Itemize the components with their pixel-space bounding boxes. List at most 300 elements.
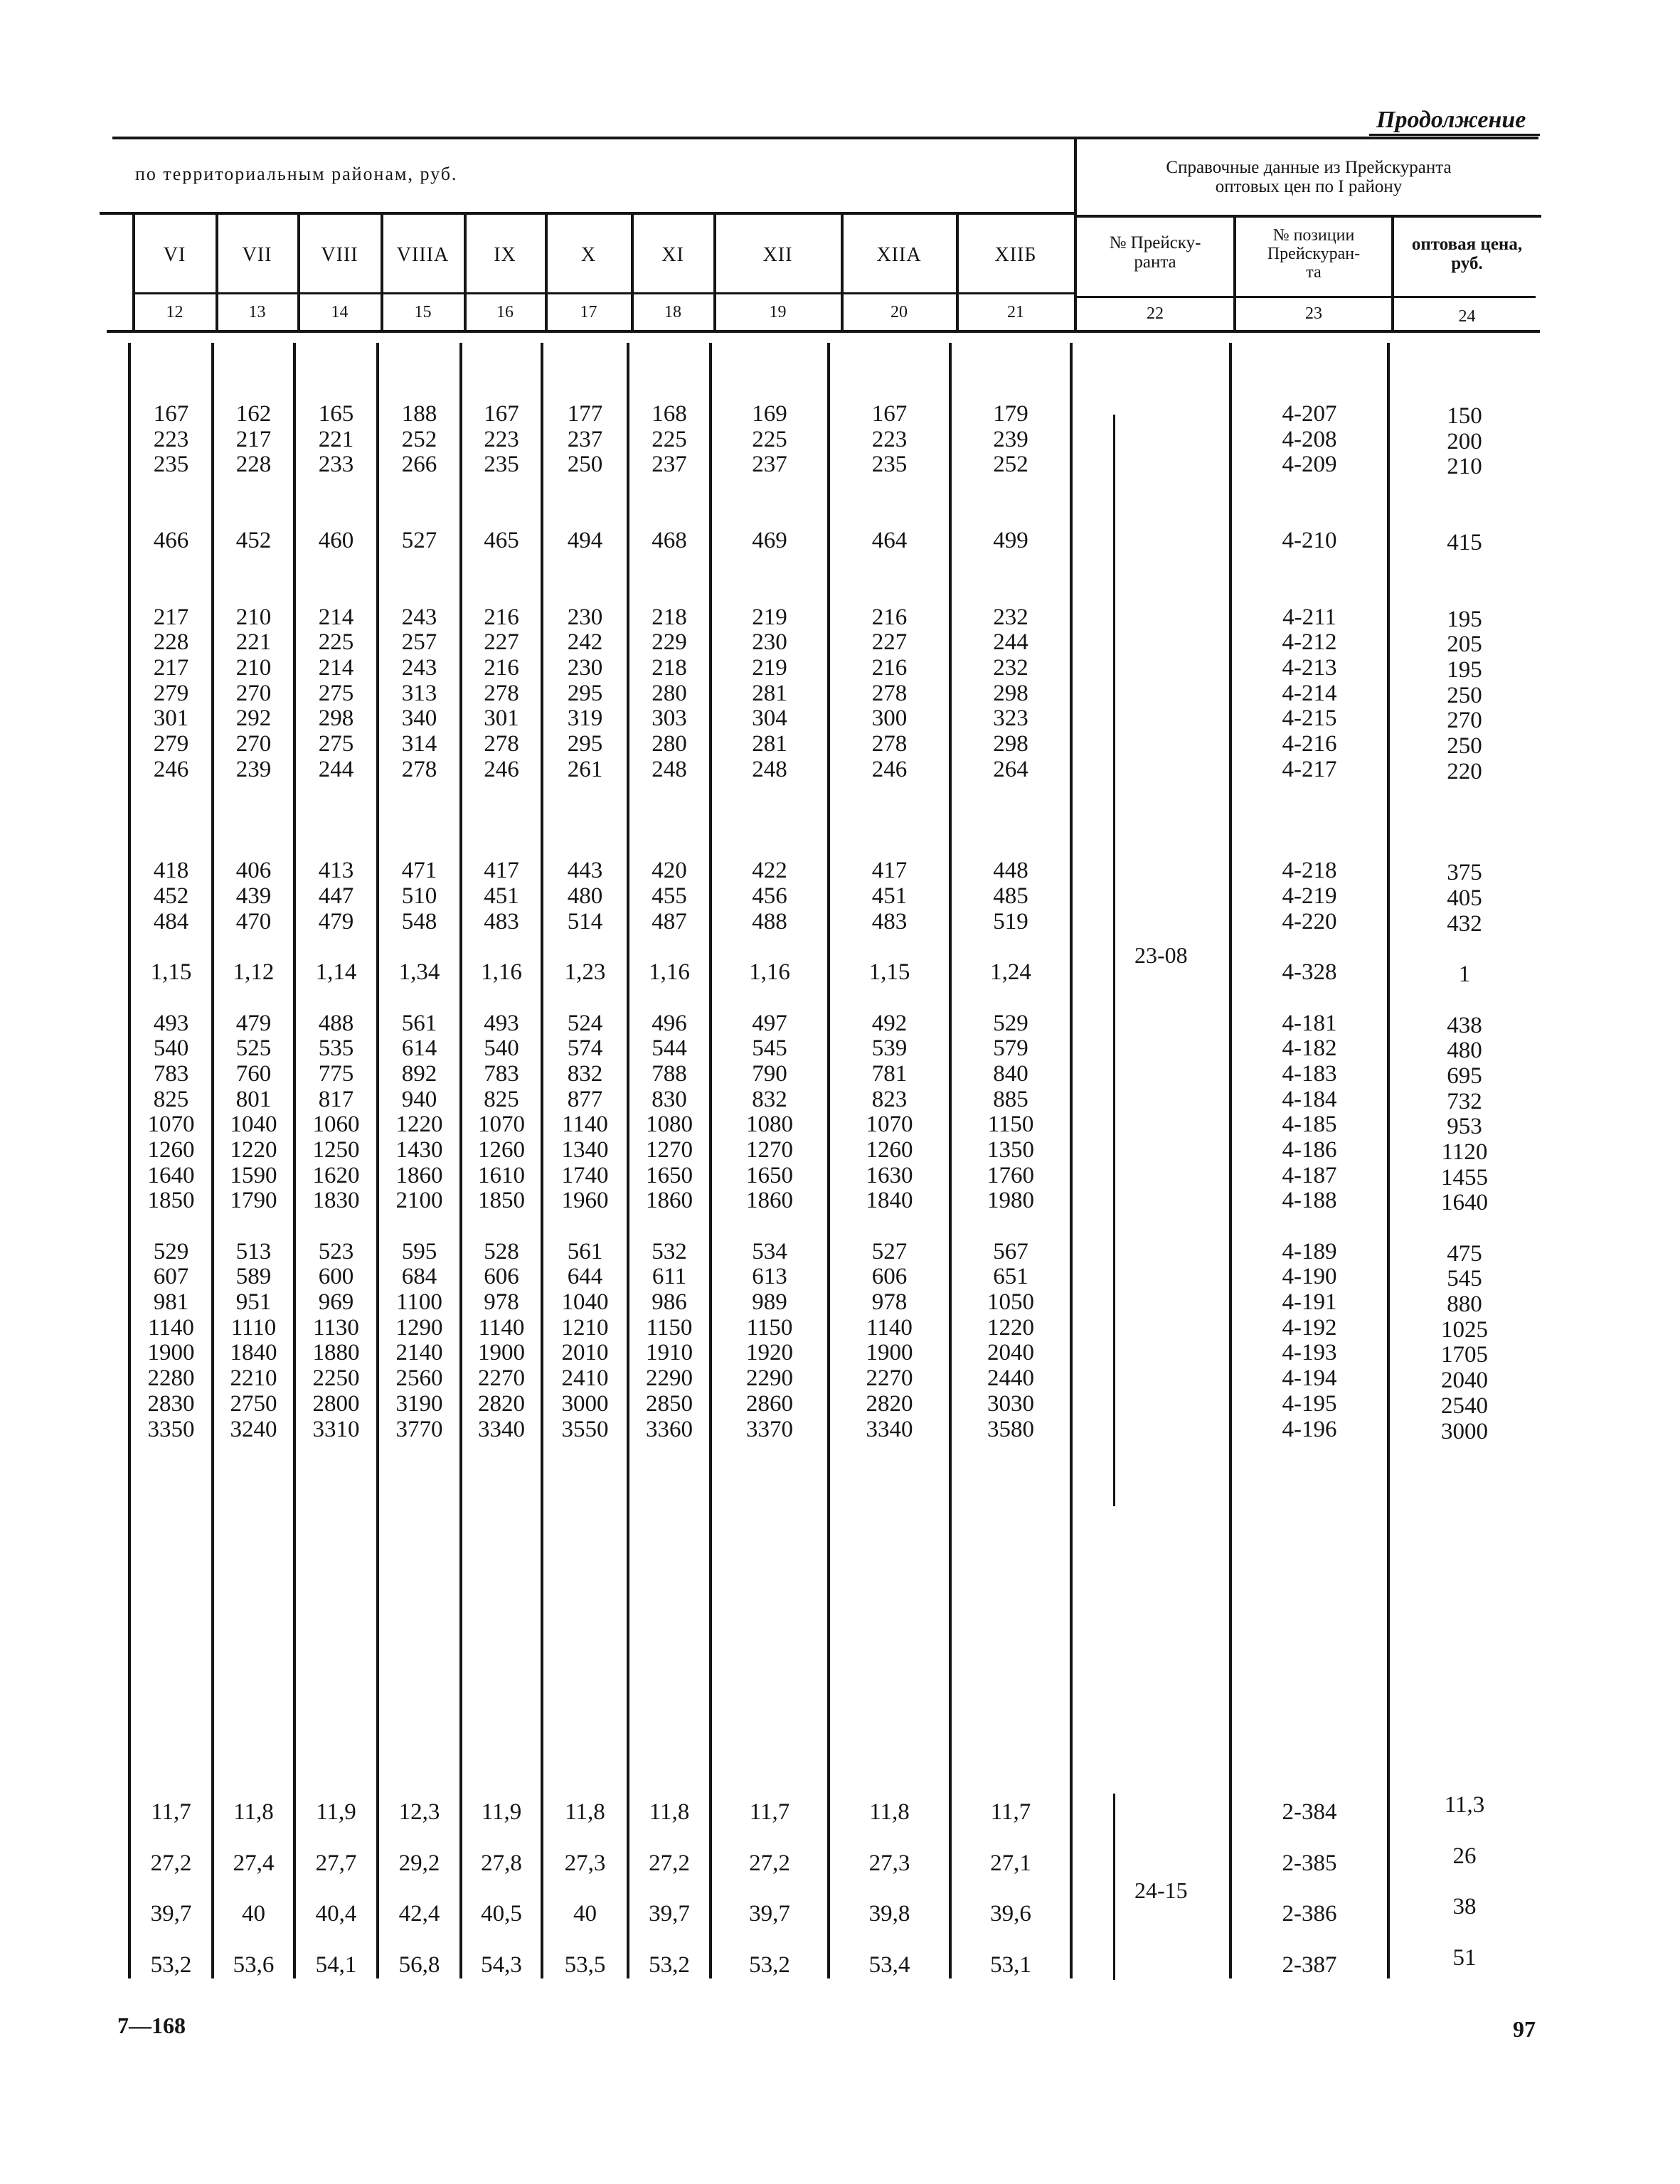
price-cell: 1640 — [147, 1162, 195, 1188]
header-districts: по территориальным районам, руб. — [135, 164, 458, 184]
bottom-price-cell: 54,1 — [315, 1951, 357, 1978]
price-cell — [543, 554, 627, 580]
wholesale-cell: 2040 — [1441, 1368, 1488, 1394]
price-cell: 1960 — [561, 1188, 609, 1214]
price-cell: 218 — [652, 604, 687, 630]
colnum-rule — [107, 330, 1540, 333]
position-cell: 4-195 — [1282, 1390, 1337, 1417]
price-cell: 1080 — [646, 1112, 693, 1138]
price-cell: 2010 — [561, 1340, 609, 1366]
position-cell — [1232, 808, 1387, 833]
bottom-price-cell: 53,5 — [564, 1951, 606, 1978]
price-cell: 270 — [235, 730, 272, 757]
price-cell: 1900 — [866, 1340, 913, 1366]
price-cell — [830, 478, 949, 504]
price-cell — [830, 580, 949, 605]
price-cell: 524 — [567, 1010, 603, 1036]
price-cell: 217 — [153, 654, 189, 681]
position-cell: 4-217 — [1282, 756, 1337, 782]
position-cell: 4-181 — [1282, 1010, 1337, 1036]
price-cell: 1110 — [230, 1314, 277, 1341]
price-cell — [712, 986, 827, 1011]
price-cell: 278 — [484, 730, 519, 757]
price-cell — [629, 504, 709, 529]
price-cell: 456 — [752, 883, 787, 910]
price-cell — [214, 580, 293, 605]
price-cell — [462, 504, 541, 529]
price-cell — [296, 1214, 376, 1240]
position-cell: 4-185 — [1282, 1112, 1337, 1138]
wholesale-cell: 732 — [1447, 1088, 1482, 1114]
wholesale-cell: 375 — [1447, 860, 1482, 886]
price-column-xi — [629, 402, 709, 1442]
price-cell: 1340 — [561, 1136, 609, 1163]
price-column-vi — [131, 402, 211, 1442]
position-cell: 4-191 — [1282, 1289, 1337, 1316]
price-cell — [629, 934, 709, 960]
price-cell — [952, 808, 1070, 833]
wholesale-cell: 545 — [1447, 1266, 1482, 1292]
price-cell: 1140 — [478, 1314, 525, 1341]
price-cell: 2860 — [746, 1390, 793, 1417]
colnum-16: 16 — [496, 303, 514, 321]
price-cell: 223 — [484, 426, 519, 452]
wholesale-cell: 480 — [1447, 1038, 1482, 1064]
price-cell — [462, 808, 541, 833]
price-cell: 513 — [235, 1238, 272, 1264]
bottom-price-cell: 39,7 — [749, 1901, 790, 1927]
colnum-18: 18 — [664, 303, 681, 321]
header-rule-left — [100, 212, 1074, 215]
price-cell — [296, 808, 376, 833]
price-cell: 252 — [401, 426, 437, 452]
wholesale-cell: 1640 — [1441, 1190, 1488, 1216]
price-cell — [543, 986, 627, 1011]
bottom-price-cell: 27,2 — [749, 1850, 790, 1876]
price-cell — [952, 504, 1070, 529]
price-cell — [296, 934, 376, 960]
position-cell — [1232, 1214, 1387, 1240]
price-cell: 3550 — [561, 1416, 609, 1442]
price-cell: 1860 — [746, 1188, 793, 1214]
price-cell — [830, 504, 949, 529]
price-cell: 1150 — [987, 1112, 1034, 1138]
price-cell: 540 — [484, 1035, 519, 1062]
price-cell: 2800 — [312, 1390, 360, 1417]
price-cell — [462, 986, 541, 1011]
bottom-price-cell: 39,7 — [150, 1901, 192, 1927]
price-cell — [629, 1214, 709, 1240]
price-cell: 243 — [401, 604, 437, 630]
price-cell: 783 — [484, 1060, 519, 1087]
position-cell: 4-207 — [1282, 401, 1337, 427]
bottom-price-cell: 53,4 — [868, 1951, 910, 1978]
price-cell: 246 — [871, 756, 908, 782]
colnum-21: 21 — [1007, 303, 1024, 321]
bottom-wholesale-column — [1390, 1780, 1539, 1983]
price-cell: 2270 — [866, 1365, 913, 1392]
price-cell: 250 — [567, 452, 603, 478]
price-cell: 519 — [993, 908, 1028, 934]
price-cell: 614 — [401, 1035, 437, 1062]
bottom-price-cell: 11,7 — [749, 1799, 790, 1825]
price-cell: 494 — [567, 528, 603, 554]
wholesale-cell: 250 — [1447, 733, 1482, 759]
continuation-underline — [1369, 134, 1540, 136]
continuation-label: Продолжение — [1376, 107, 1526, 133]
price-cell: 188 — [401, 401, 437, 427]
price-cell: 775 — [318, 1060, 354, 1087]
price-cell: 1910 — [646, 1340, 693, 1366]
price-cell: 1,15 — [150, 959, 192, 986]
price-cell — [462, 1214, 541, 1240]
price-cell: 165 — [318, 401, 354, 427]
price-cell: 216 — [484, 654, 519, 681]
price-cell: 2820 — [478, 1390, 525, 1417]
price-cell: 1760 — [987, 1162, 1034, 1188]
price-cell — [131, 1214, 211, 1240]
wholesale-cell — [1390, 988, 1539, 1013]
bottom-position-column — [1232, 1787, 1387, 1991]
price-cell — [214, 808, 293, 833]
price-cell: 1,23 — [564, 959, 606, 986]
price-cell: 468 — [652, 528, 687, 554]
price-cell: 2410 — [561, 1365, 609, 1392]
price-cell: 278 — [484, 680, 519, 706]
bottom-price-cell: 53,2 — [749, 1951, 790, 1978]
price-cell: 295 — [567, 730, 603, 757]
price-cell: 246 — [484, 756, 519, 782]
price-cell: 3370 — [746, 1416, 793, 1442]
price-cell: 1220 — [230, 1136, 277, 1163]
price-cell: 539 — [871, 1035, 908, 1062]
price-cell — [712, 478, 827, 504]
price-cell: 3240 — [230, 1416, 277, 1442]
price-cell: 651 — [993, 1264, 1028, 1290]
price-cell: 217 — [235, 426, 272, 452]
price-cell: 2250 — [312, 1365, 360, 1392]
price-cell — [830, 934, 949, 960]
price-cell: 292 — [235, 705, 272, 732]
price-cell: 1260 — [866, 1136, 913, 1163]
price-cell — [214, 478, 293, 504]
wholesale-cell: 3000 — [1441, 1418, 1488, 1444]
price-cell: 314 — [401, 730, 437, 757]
price-cell — [131, 504, 211, 529]
price-cell — [462, 833, 541, 859]
price-cell: 452 — [235, 528, 272, 554]
price-cell: 2290 — [746, 1365, 793, 1392]
price-cell: 3340 — [866, 1416, 913, 1442]
price-cell: 223 — [871, 426, 908, 452]
price-cell: 447 — [318, 883, 354, 910]
price-cell: 443 — [567, 858, 603, 884]
price-cell: 514 — [567, 908, 603, 934]
price-cell: 525 — [235, 1035, 272, 1062]
wholesale-cell: 695 — [1447, 1062, 1482, 1089]
price-cell: 275 — [318, 680, 354, 706]
price-cell: 1150 — [746, 1314, 793, 1341]
price-cell: 167 — [484, 401, 519, 427]
price-column-xii — [712, 402, 827, 1442]
colnum-17: 17 — [580, 303, 597, 321]
bottom-price-cell: 42,4 — [398, 1901, 440, 1927]
price-cell: 232 — [993, 604, 1028, 630]
price-cell: 168 — [652, 401, 687, 427]
price-cell: 242 — [567, 629, 603, 656]
price-cell — [629, 478, 709, 504]
price-cell: 244 — [993, 629, 1028, 656]
price-cell: 417 — [484, 858, 519, 884]
price-cell: 951 — [235, 1289, 272, 1316]
price-cell: 1350 — [987, 1136, 1034, 1163]
price-cell: 295 — [567, 680, 603, 706]
price-cell: 2100 — [395, 1188, 443, 1214]
price-cell: 1220 — [395, 1112, 443, 1138]
price-cell: 2830 — [147, 1390, 195, 1417]
price-cell: 567 — [993, 1238, 1028, 1264]
price-cell: 1,15 — [868, 959, 910, 986]
price-cell — [379, 554, 459, 580]
price-cell — [131, 478, 211, 504]
price-cell: 3030 — [987, 1390, 1034, 1417]
bottom-price-cell: 27,4 — [233, 1850, 275, 1876]
price-cell: 466 — [153, 528, 189, 554]
price-cell: 235 — [871, 452, 908, 478]
colnum-23: 23 — [1305, 304, 1322, 323]
price-cell: 1900 — [478, 1340, 525, 1366]
position-cell — [1232, 504, 1387, 529]
price-cell: 480 — [567, 883, 603, 910]
position-cell: 4-216 — [1282, 730, 1337, 757]
page-number: 97 — [1513, 2016, 1536, 2042]
price-cell: 464 — [871, 528, 908, 554]
price-cell: 167 — [153, 401, 189, 427]
bottom-column-viiia — [379, 1787, 459, 1991]
position-cell: 4-182 — [1282, 1035, 1337, 1062]
price-cell: 545 — [752, 1035, 787, 1062]
price-cell: 1840 — [866, 1188, 913, 1214]
bottom-position-cell: 2-384 — [1282, 1799, 1337, 1825]
price-cell: 230 — [567, 654, 603, 681]
price-cell — [952, 1214, 1070, 1240]
group-brace-23-08 — [1113, 415, 1115, 1506]
price-cell: 300 — [871, 705, 908, 732]
price-cell — [214, 504, 293, 529]
price-cell: 304 — [752, 705, 787, 732]
bottom-price-cell: 27,3 — [564, 1850, 606, 1876]
price-cell: 1,24 — [990, 959, 1031, 986]
bottom-price-cell: 11,8 — [869, 1799, 910, 1825]
price-cell — [543, 782, 627, 808]
bottom-column-ix — [462, 1787, 541, 1991]
price-cell: 217 — [153, 604, 189, 630]
price-cell: 439 — [235, 883, 272, 910]
price-cell: 1650 — [646, 1162, 693, 1188]
price-cell: 2750 — [230, 1390, 277, 1417]
position-cell — [1232, 478, 1387, 504]
bottom-position-cell: 2-387 — [1282, 1951, 1337, 1978]
price-cell — [629, 808, 709, 833]
position-cell: 4-196 — [1282, 1416, 1337, 1442]
price-cell: 644 — [567, 1264, 603, 1290]
price-cell: 219 — [752, 604, 787, 630]
price-cell: 225 — [752, 426, 787, 452]
price-cell: 228 — [235, 452, 272, 478]
price-cell — [952, 934, 1070, 960]
price-cell: 210 — [235, 604, 272, 630]
price-cell: 227 — [871, 629, 908, 656]
price-cell: 422 — [752, 858, 787, 884]
price-cell: 497 — [752, 1010, 787, 1036]
colhdr-rule-left — [132, 292, 1075, 294]
price-cell: 1860 — [646, 1188, 693, 1214]
bottom-column-x — [543, 1787, 627, 1991]
wholesale-cell: 195 — [1447, 656, 1482, 683]
price-column-ix — [462, 402, 541, 1442]
price-cell: 684 — [401, 1264, 437, 1290]
colnum-19: 19 — [769, 303, 787, 321]
price-cell: 483 — [871, 908, 908, 934]
wholesale-cell: 1455 — [1441, 1164, 1488, 1190]
price-cell: 487 — [652, 908, 687, 934]
price-cell: 266 — [401, 452, 437, 478]
price-cell — [131, 554, 211, 580]
price-cell: 279 — [153, 680, 189, 706]
price-cell — [952, 554, 1070, 580]
price-cell: 479 — [235, 1010, 272, 1036]
bottom-price-cell: 11,7 — [151, 1799, 191, 1825]
wholesale-cell — [1390, 937, 1539, 962]
bottom-price-cell: 11,8 — [649, 1799, 690, 1825]
wholesale-cell — [1390, 480, 1539, 506]
price-column-viiia — [379, 402, 459, 1442]
price-cell — [830, 808, 949, 833]
price-cell: 252 — [993, 452, 1028, 478]
price-cell: 280 — [652, 730, 687, 757]
price-cell — [952, 478, 1070, 504]
price-cell: 216 — [871, 654, 908, 681]
bottom-price-cell: 39,8 — [868, 1901, 910, 1927]
price-cell — [712, 808, 827, 833]
position-cell — [1232, 580, 1387, 605]
price-cell: 825 — [153, 1086, 189, 1112]
price-cell: 1590 — [230, 1162, 277, 1188]
price-cell: 210 — [235, 654, 272, 681]
bottom-price-cell: 56,8 — [398, 1951, 440, 1978]
wholesale-cell — [1390, 582, 1539, 607]
colhdr-ix: IX — [494, 244, 516, 266]
price-cell: 2440 — [987, 1365, 1034, 1392]
position-cell: 4-214 — [1282, 680, 1337, 706]
bottom-price-cell: 40,4 — [315, 1901, 357, 1927]
price-cell — [131, 580, 211, 605]
bottom-position-cell: 2-386 — [1282, 1901, 1337, 1927]
price-cell: 1920 — [746, 1340, 793, 1366]
price-cell: 600 — [318, 1264, 354, 1290]
price-cell — [830, 782, 949, 808]
price-cell: 233 — [318, 452, 354, 478]
position-cell: 4-210 — [1282, 528, 1337, 554]
position-cell: 4-189 — [1282, 1238, 1337, 1264]
price-cell: 1140 — [148, 1314, 194, 1341]
bottom-position-cell: 2-385 — [1282, 1850, 1337, 1876]
bottom-price-cell: 40,5 — [481, 1901, 522, 1927]
price-cell: 492 — [871, 1010, 908, 1036]
price-cell: 2820 — [866, 1390, 913, 1417]
price-cell: 235 — [153, 452, 189, 478]
price-cell: 485 — [993, 883, 1028, 910]
price-cell: 1070 — [478, 1112, 525, 1138]
price-cell: 978 — [871, 1289, 908, 1316]
price-cell: 1140 — [562, 1112, 608, 1138]
price-cell: 3000 — [561, 1390, 609, 1417]
wholesale-cell — [1390, 784, 1539, 810]
position-cell: 4-184 — [1282, 1086, 1337, 1112]
colhdr-vii: VII — [242, 244, 272, 266]
colhdr-viiia: VIIIA — [396, 244, 450, 266]
price-cell: 1270 — [746, 1136, 793, 1163]
price-cell: 167 — [871, 401, 908, 427]
price-cell: 561 — [567, 1238, 603, 1264]
price-cell: 1250 — [312, 1136, 360, 1163]
bottom-price-cell: 39,6 — [990, 1901, 1031, 1927]
price-cell — [712, 934, 827, 960]
bottom-price-cell: 54,3 — [481, 1951, 522, 1978]
price-cell: 420 — [652, 858, 687, 884]
price-cell: 783 — [153, 1060, 189, 1087]
price-cell — [214, 782, 293, 808]
price-cell: 340 — [401, 705, 437, 732]
price-column-xiia — [830, 402, 949, 1442]
price-cell: 1140 — [866, 1314, 913, 1341]
price-cell: 214 — [318, 654, 354, 681]
colhdr-xiia: XIIA — [876, 244, 922, 266]
price-cell: 493 — [153, 1010, 189, 1036]
price-cell — [543, 504, 627, 529]
bottom-price-cell: 11,7 — [990, 1799, 1031, 1825]
position-cell: 4-186 — [1282, 1136, 1337, 1163]
price-cell — [712, 580, 827, 605]
price-cell: 1050 — [987, 1289, 1034, 1316]
price-cell: 830 — [652, 1086, 687, 1112]
position-cell: 4-219 — [1282, 883, 1337, 910]
price-cell — [296, 833, 376, 859]
price-cell: 1650 — [746, 1162, 793, 1188]
price-cell — [379, 808, 459, 833]
price-cell: 221 — [318, 426, 354, 452]
price-cell — [712, 782, 827, 808]
price-cell: 455 — [652, 883, 687, 910]
bottom-column-xiia — [830, 1787, 949, 1991]
bottom-price-cell: 11,9 — [316, 1799, 356, 1825]
price-cell: 1980 — [987, 1188, 1034, 1214]
wholesale-cell — [1390, 506, 1539, 531]
colnum-24: 24 — [1458, 307, 1476, 326]
price-cell: 303 — [652, 705, 687, 732]
price-cell: 2280 — [147, 1365, 195, 1392]
position-cell: 4-183 — [1282, 1060, 1337, 1087]
price-cell: 892 — [401, 1060, 437, 1087]
price-cell: 1880 — [312, 1340, 360, 1366]
price-cell: 529 — [153, 1238, 189, 1264]
price-cell: 528 — [484, 1238, 519, 1264]
position-column — [1232, 402, 1387, 1442]
price-cell: 1610 — [478, 1162, 525, 1188]
price-cell: 1430 — [395, 1136, 443, 1163]
wholesale-cell: 205 — [1447, 632, 1482, 658]
price-cell: 465 — [484, 528, 519, 554]
